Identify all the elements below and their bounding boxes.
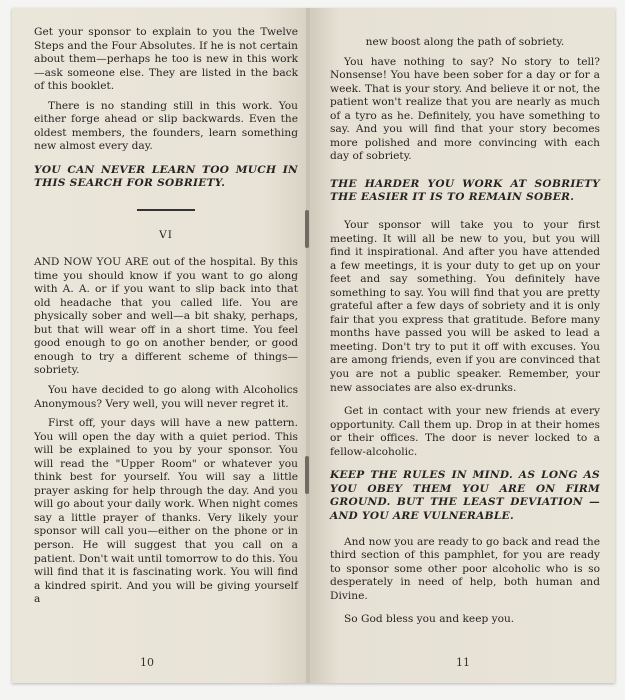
paragraph: Your sponsor will take you to your first meeting. It will all be new to you, but you will find it inspirational. And after you have attended a few meetings, it is your duty to get up on your feet and say something. You definitely have something to say. You will find that you are pretty grateful after a few days of sobriety and it is only fair that you express that gratitude. Before many months have passed you will be asked to lead a meeting. Don't try to put it off with excuses. You are among friends, even if you are convinced that you are not a public speaker. Remember, your new associates are also ex-drunks. bbox=[330, 219, 600, 394]
paragraph: Get your sponsor to explain to you the Twelve Steps and the Four Absolutes. If he is not certain about them—perhaps he too is new in this work—ask someone else. They are listed in the back of this booklet. bbox=[34, 26, 298, 93]
paragraph: First off, your days will have a new pattern. You will open the day with a quiet period. This will be explained to you by your sponsor. You will read the "Upper Room" or whatever you think best for yourself. You will say a little prayer asking for help through the day. And you will go about your daily work. When night comes say a little prayer of thanks. Very likely your sponsor will call you—either on the phone or in person. He will suggest that you call on a patient. Don't wait until tomorrow to do this. You will find that it is fascinating work. You will find a kindred spirit. And you will be giving yourself a bbox=[34, 417, 298, 606]
emphasis-text: KEEP THE RULES IN MIND. AS LONG AS YOU OBEY THEM YOU ARE ON FIRM GROUND. BUT THE LEAST DEVIATION —AND YOU ARE VULNERABLE. bbox=[330, 469, 600, 522]
right-page-text bbox=[330, 36, 600, 633]
emphasis-text: THE HARDER YOU WORK AT SOBRIETY THE EASIER IT IS TO REMAIN SOBER. bbox=[330, 177, 600, 204]
page-number: 11 bbox=[456, 656, 470, 669]
paragraph: So God bless you and keep you. bbox=[344, 613, 515, 626]
left-page bbox=[12, 8, 308, 683]
paragraph: There is no standing still in this work. You either forge ahead or slip backwards. Even the oldest members, the founders, learn something new almost every day. bbox=[34, 99, 298, 153]
left-page-text bbox=[34, 26, 298, 613]
open-booklet bbox=[12, 8, 615, 683]
paragraph: You have decided to go along with Alcoholics Anonymous? Very well, you will never regret it. bbox=[34, 383, 298, 410]
booklet-spine bbox=[306, 8, 310, 683]
right-page bbox=[308, 8, 615, 683]
page-number: 10 bbox=[140, 656, 154, 669]
paragraph: AND NOW YOU ARE out of the hospital. By this time you should know if you want to go along with A. A. or if you want to slip back into that old headache that you called life. You are physically sober and well—a bit shaky, perhaps, but that will wear off in a short time. You feel good enough to go on another bender, or good enough to try a different scheme of things—sobriety. bbox=[34, 256, 298, 377]
paragraph: And now you are ready to go back and read the third section of this pamphlet, for you are ready to sponsor some other poor alcoholic who is so desperately in need of help, both human and Divine. bbox=[330, 535, 600, 602]
paragraph: new boost along the path of sobriety. bbox=[365, 36, 565, 48]
staple bbox=[305, 456, 309, 494]
paragraph: Get in contact with your new friends at every opportunity. Call them up. Drop in at their homes or their offices. The door is never locked to a fellow-alcoholic. bbox=[330, 405, 600, 458]
section-divider bbox=[137, 209, 195, 211]
section-number: VI bbox=[159, 228, 173, 241]
staple bbox=[305, 210, 309, 248]
emphasis-text: YOU CAN NEVER LEARN TOO MUCH IN THIS SEARCH FOR SOBRIETY. bbox=[34, 163, 298, 190]
paragraph: You have nothing to say? No story to tell? Nonsense! You have been sober for a day or for a week. That is your story. And believe it or not, the patient won't realize that you are nearly as much of a tyro as he. Definitely, you have something to say. And you will find that your story becomes more polished and more convincing with each day of sobriety. bbox=[330, 55, 600, 163]
